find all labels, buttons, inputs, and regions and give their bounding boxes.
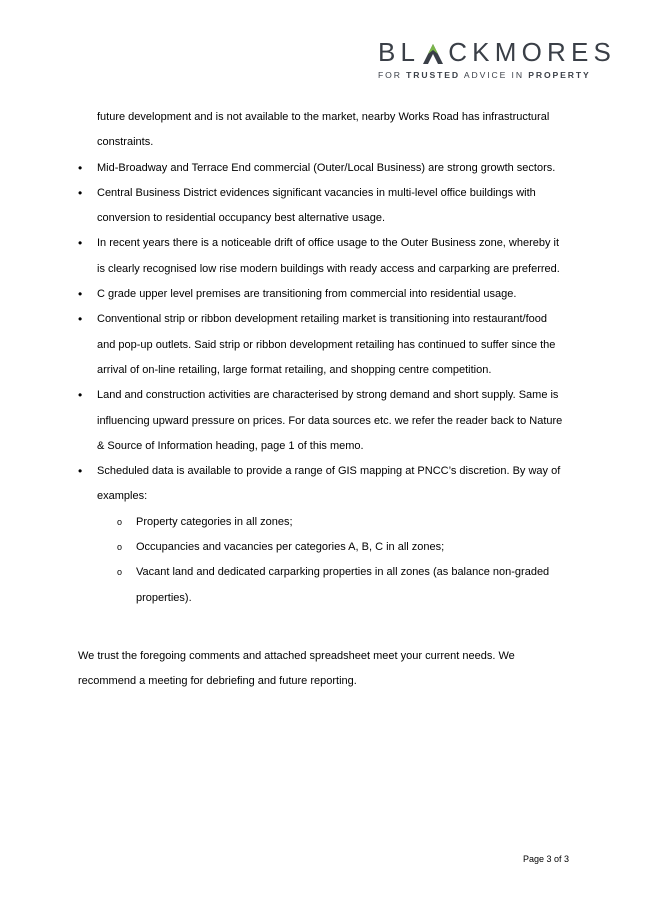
bullet-item: • C grade upper level premises are transitioning from commercial into residential usage. — [78, 282, 568, 307]
house-roof-icon — [422, 42, 444, 64]
tagline-part: PROPERTY — [528, 70, 591, 80]
tagline-part: TRUSTED — [406, 70, 461, 80]
bullet-list — [78, 156, 568, 510]
blackmores-logo — [378, 38, 624, 80]
bullet-item: • Scheduled data is available to provide a range of GIS mapping at PNCC’s discretion. By way of examples: — [78, 459, 568, 510]
bullet-item: • Mid-Broadway and Terrace End commercial (Outer/Local Business) are strong growth sectors. — [78, 156, 568, 181]
bullet-item: • Conventional strip or ribbon development retailing market is transitioning into restaurant/food and pop-up outlets. Said strip or ribbon development retailing has continued to suffer since the arrival of on-line retailing, large format retailing, and shopping centre competition. — [78, 307, 568, 383]
logo-word-left: BL — [378, 37, 421, 67]
bullet-item: • In recent years there is a noticeable drift of office usage to the Outer Business zone, whereby it is clearly recognised low rise modern buildings with ready access and carparking are preferred. — [78, 231, 568, 282]
bullet-item: • Land and construction activities are characterised by strong demand and short supply. Same is influencing upward pressure on prices. For data sources etc. we refer the reader back to Nature & Source of Information heading, page 1 of this memo. — [78, 383, 568, 459]
logo-wordmark — [378, 38, 624, 66]
continuation-line: constraints. — [97, 136, 154, 149]
tagline-part: FOR — [378, 70, 407, 80]
logo-word-right: CKMORES — [448, 37, 617, 67]
closing-paragraph: We trust the foregoing comments and attached spreadsheet meet your current needs. We recommend a meeting for debriefing and future reporting. — [78, 649, 515, 688]
continuation-paragraph — [78, 105, 568, 156]
page-number: Page 3 of 3 — [523, 854, 570, 864]
tagline-part: ADVICE IN — [460, 70, 529, 80]
memo-body — [78, 105, 568, 695]
bullet-item: • Central Business District evidences significant vacancies in multi-level office buildings with conversion to residential occupancy best alternative usage. — [78, 181, 568, 232]
logo-tagline — [378, 70, 624, 80]
sub-bullet-item: o Vacant land and dedicated carparking properties in all zones (as balance non-graded properties). — [78, 560, 568, 611]
sub-bullet-list — [78, 510, 568, 611]
sub-bullet-item: o Property categories in all zones; — [78, 510, 568, 535]
sub-bullet-item: o Occupancies and vacancies per categories A, B, C in all zones; — [78, 535, 568, 560]
continuation-line: future development and is not available to the market, nearby Works Road has infrastructural — [97, 111, 550, 123]
